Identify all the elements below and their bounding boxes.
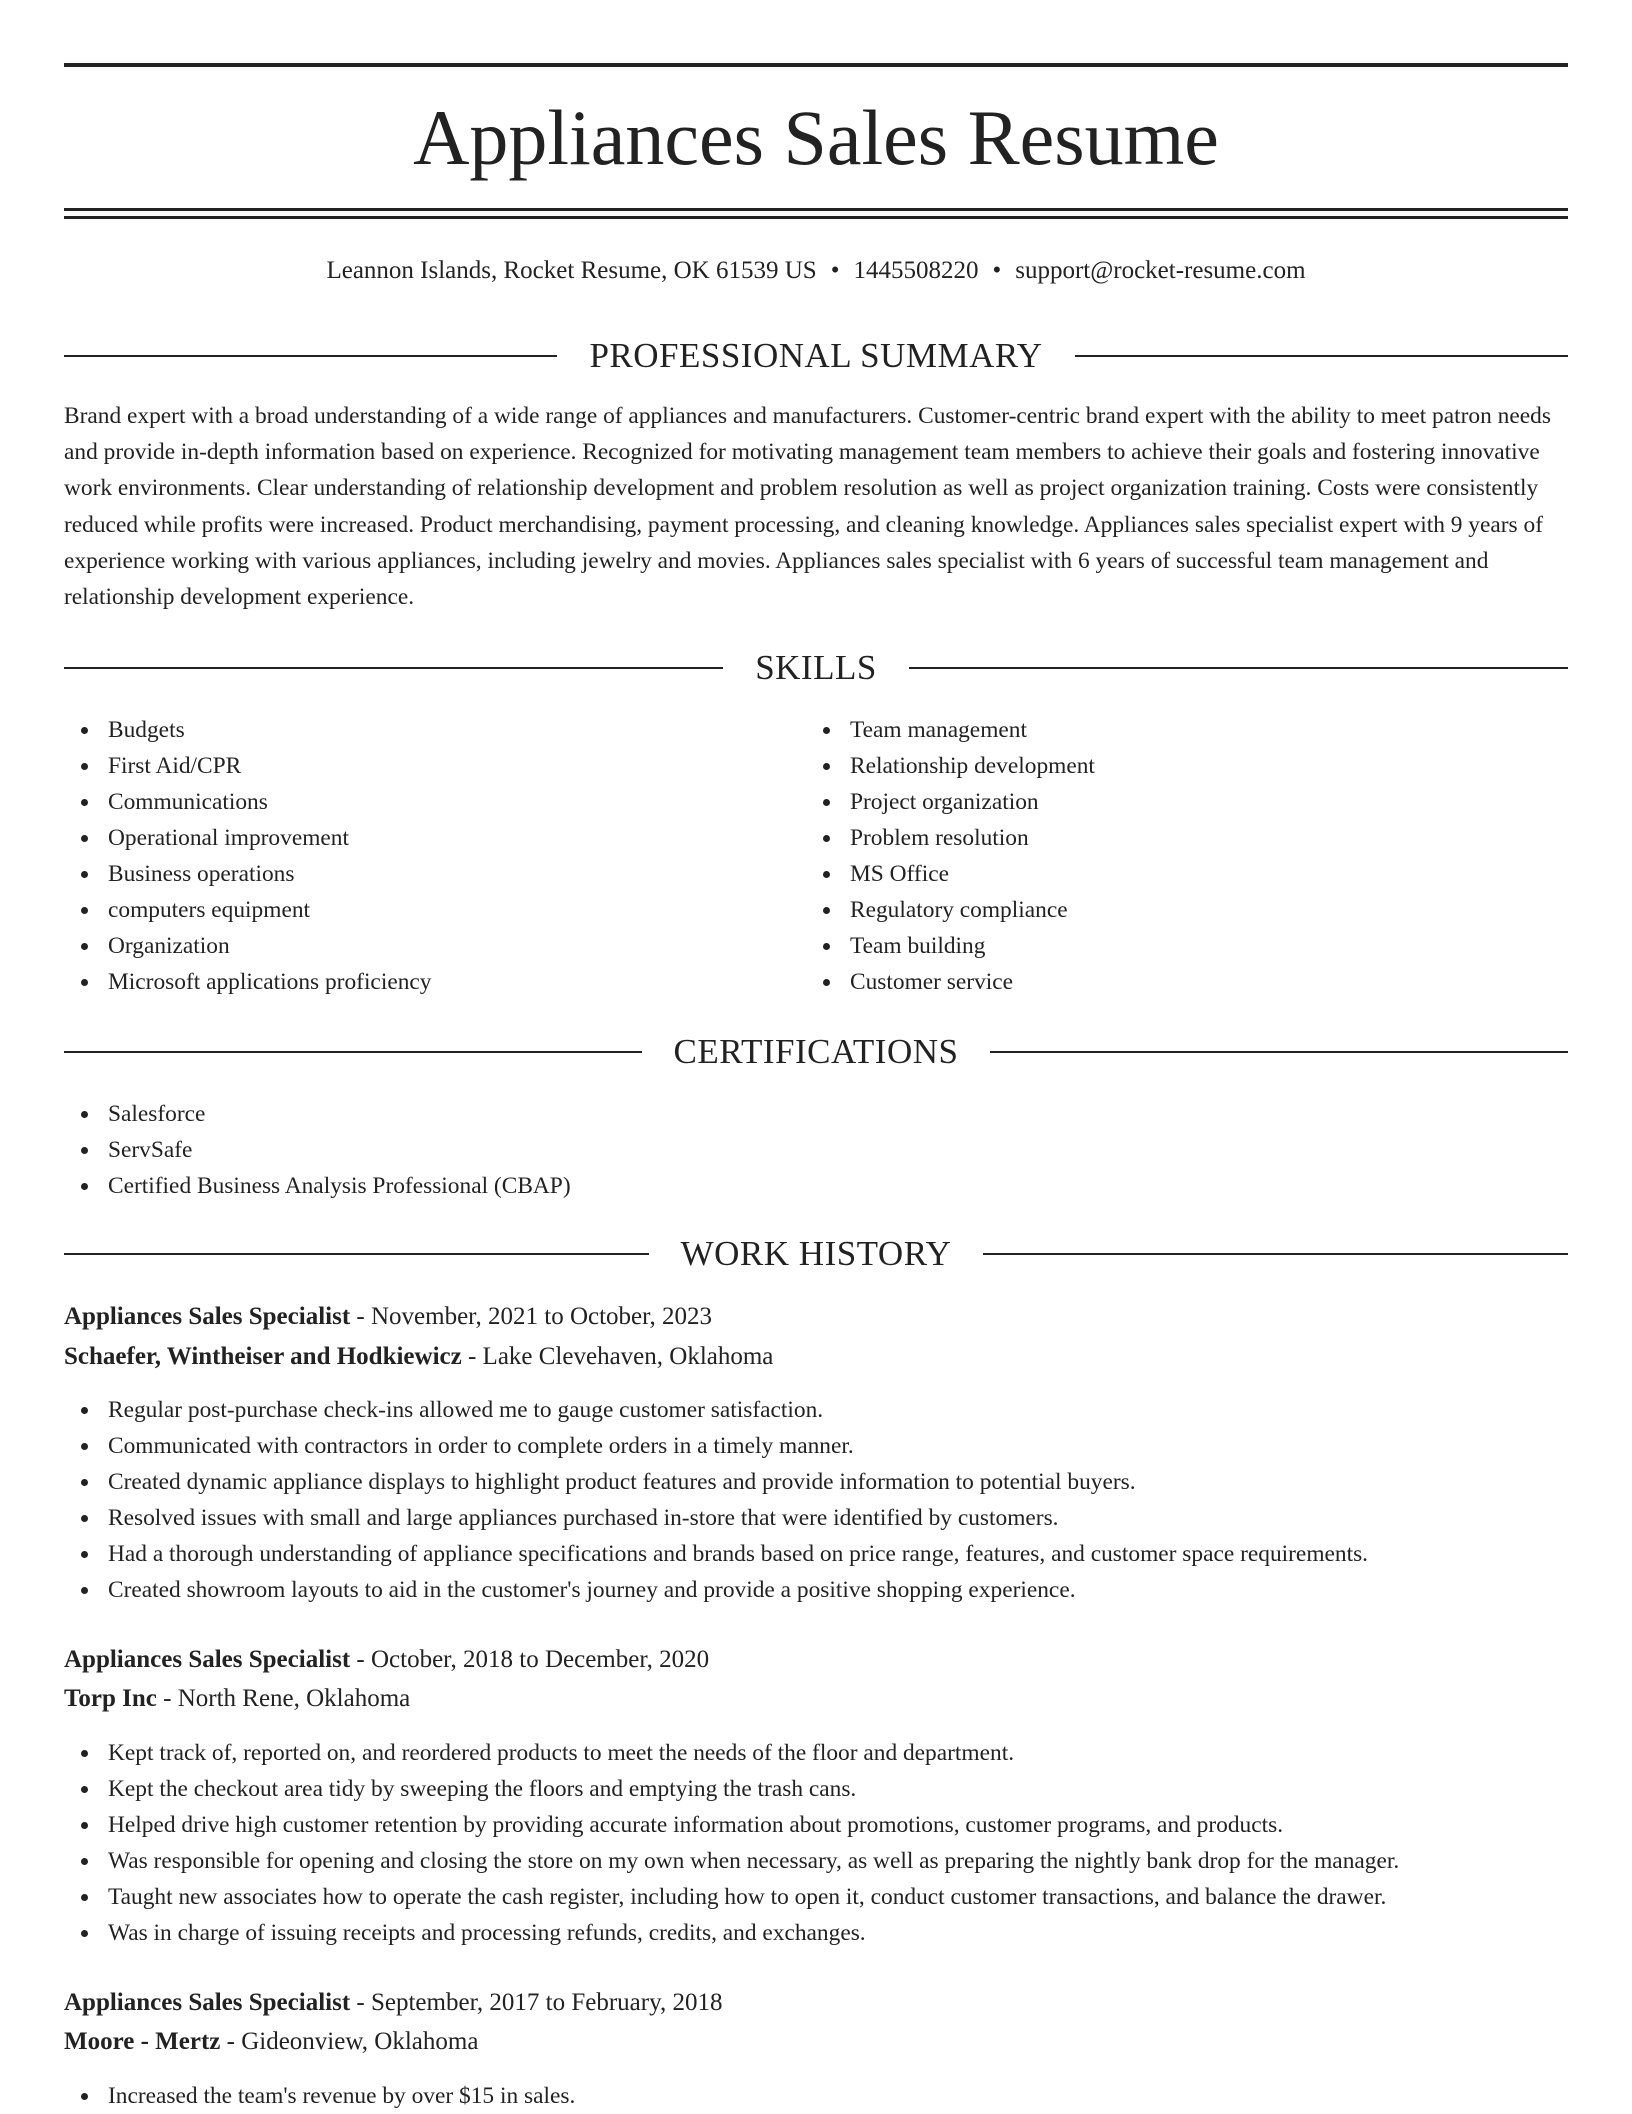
contact-address: Leannon Islands, Rocket Resume, OK 61539 US <box>326 257 817 284</box>
job-title: Appliances Sales Specialist <box>64 1303 351 1330</box>
section-rule-right <box>909 667 1568 669</box>
job-bullet: Increased the team's revenue by over $15 in sales. <box>64 2078 1568 2114</box>
resume-title: Appliances Sales Resume <box>413 94 1219 181</box>
job-bullet: Kept the checkout area tidy by sweeping the floors and emptying the trash cans. <box>64 1771 1568 1807</box>
summary-paragraph: Brand expert with a broad understanding of a wide range of appliances and manufacturers. Customer-centric brand expert with the ability to meet patron needs and provide in-depth information based on experience. Recognized for motivating management team members to achieve their goals and fostering innovative work environments. Clear understanding of relationship development and problem resolution as well as project organization training. Costs were consistently reduced while profits were increased. Product merchandising, payment processing, and cleaning knowledge. Appliances sales specialist expert with 9 years of experience working with various appliances, including jewelry and movies. Appliances sales specialist with 6 years of successful team management and relationship development experience. <box>64 403 1551 611</box>
job-location: Gideonview, Oklahoma <box>241 2028 479 2055</box>
job-dates: September, 2017 to February, 2018 <box>370 1989 723 2016</box>
section-header-certifications <box>64 1032 1568 1072</box>
skill-item: Business operations <box>64 856 804 892</box>
skill-item: Regulatory compliance <box>806 892 1546 928</box>
job-dash: - <box>461 1343 483 1370</box>
skill-item: MS Office <box>806 856 1546 892</box>
job-company-line <box>64 2025 1568 2059</box>
skill-item: Team building <box>806 928 1546 964</box>
job-bullets <box>64 1735 1568 1951</box>
section-title-work-history: WORK HISTORY <box>680 1234 952 1273</box>
contact-line <box>64 254 1568 288</box>
job-title-line <box>64 1300 1568 1334</box>
section-title-certifications: CERTIFICATIONS <box>673 1032 959 1071</box>
job-company-line <box>64 1340 1568 1374</box>
skill-item: computers equipment <box>64 892 804 928</box>
contact-phone: 1445508220 <box>853 257 979 284</box>
skills-list-right <box>806 712 1546 1000</box>
title-rule-upper <box>64 208 1568 211</box>
job-bullets <box>64 1392 1568 1608</box>
job-bullet: Had a thorough understanding of appliance specifications and brands based on price range, features, and customer space requirements. <box>64 1536 1568 1572</box>
contact-email: support@rocket-resume.com <box>1015 257 1306 284</box>
job-title-line <box>64 1643 1568 1677</box>
section-rule-left <box>64 667 723 669</box>
job-bullet: Taught new associates how to operate the cash register, including how to open it, conduct customer transactions, and balance the drawer. <box>64 1879 1568 1915</box>
job-bullet: Created dynamic appliance displays to highlight product features and provide information to potential buyers. <box>64 1464 1568 1500</box>
section-header-skills <box>64 648 1568 688</box>
job-bullet: Was responsible for opening and closing the store on my own when necessary, as well as preparing the nightly bank drop for the manager. <box>64 1843 1568 1879</box>
skills-list-left <box>64 712 804 1000</box>
job-company: Torp Inc <box>64 1685 157 1712</box>
job-dash: - <box>350 1989 371 2016</box>
job-bullet: Resolved issues with small and large appliances purchased in-store that were identified by customers. <box>64 1500 1568 1536</box>
job-dates: October, 2018 to December, 2020 <box>370 1646 710 1673</box>
skill-item: Project organization <box>806 784 1546 820</box>
job-dash: - <box>220 2028 242 2055</box>
certification-item: Certified Business Analysis Professional (CBAP) <box>64 1168 1064 1204</box>
certification-item: ServSafe <box>64 1132 1064 1168</box>
skill-item: Budgets <box>64 712 804 748</box>
resume-page <box>64 0 1568 2112</box>
section-rule-right <box>983 1253 1568 1255</box>
section-rule-right <box>1075 355 1568 357</box>
skill-item: Organization <box>64 928 804 964</box>
job-company: Moore - Mertz <box>64 2028 221 2055</box>
section-rule-left <box>64 355 557 357</box>
job-bullet: Kept track of, reported on, and reordered products to meet the needs of the floor and department. <box>64 1735 1568 1771</box>
job-bullet: Was in charge of issuing receipts and processing refunds, credits, and exchanges. <box>64 1915 1568 1951</box>
section-title-summary: PROFESSIONAL SUMMARY <box>589 336 1043 375</box>
skill-item: Microsoft applications proficiency <box>64 964 804 1000</box>
skill-item: Relationship development <box>806 748 1546 784</box>
certification-item: Salesforce <box>64 1096 1064 1132</box>
top-rule <box>64 63 1568 67</box>
job-bullet: Regular post-purchase check-ins allowed me to gauge customer satisfaction. <box>64 1392 1568 1428</box>
job-bullet: Communicated with contractors in order to complete orders in a timely manner. <box>64 1428 1568 1464</box>
job-dash: - <box>350 1303 371 1330</box>
section-rule-left <box>64 1253 649 1255</box>
job-title: Appliances Sales Specialist <box>64 1646 351 1673</box>
skill-item: Customer service <box>806 964 1546 1000</box>
skill-item: First Aid/CPR <box>64 748 804 784</box>
section-rule-right <box>990 1051 1568 1053</box>
section-header-summary <box>64 336 1568 376</box>
section-title-skills: SKILLS <box>755 648 877 687</box>
section-header-work-history <box>64 1234 1568 1274</box>
contact-separator: • <box>830 257 840 284</box>
job-dash: - <box>350 1646 371 1673</box>
contact-separator: • <box>992 257 1002 284</box>
job-dates: November, 2021 to October, 2023 <box>370 1303 712 1330</box>
job-bullet: Created showroom layouts to aid in the customer's journey and provide a positive shopping experience. <box>64 1572 1568 1608</box>
job-bullet: Helped drive high customer retention by providing accurate information about promotions, customer programs, and products. <box>64 1807 1568 1843</box>
job-company-line <box>64 1682 1568 1716</box>
job-dash: - <box>156 1685 178 1712</box>
section-rule-left <box>64 1051 642 1053</box>
job-title: Appliances Sales Specialist <box>64 1989 351 2016</box>
skill-item: Problem resolution <box>806 820 1546 856</box>
certifications-list <box>64 1096 1064 1204</box>
skill-item: Team management <box>806 712 1546 748</box>
job-location: Lake Clevehaven, Oklahoma <box>482 1343 774 1370</box>
job-location: North Rene, Oklahoma <box>177 1685 411 1712</box>
title-rule-lower <box>64 216 1568 219</box>
skill-item: Communications <box>64 784 804 820</box>
job-bullets <box>64 2078 1568 2114</box>
job-title-line <box>64 1986 1568 2020</box>
job-company: Schaefer, Wintheiser and Hodkiewicz <box>64 1343 462 1370</box>
skill-item: Operational improvement <box>64 820 804 856</box>
